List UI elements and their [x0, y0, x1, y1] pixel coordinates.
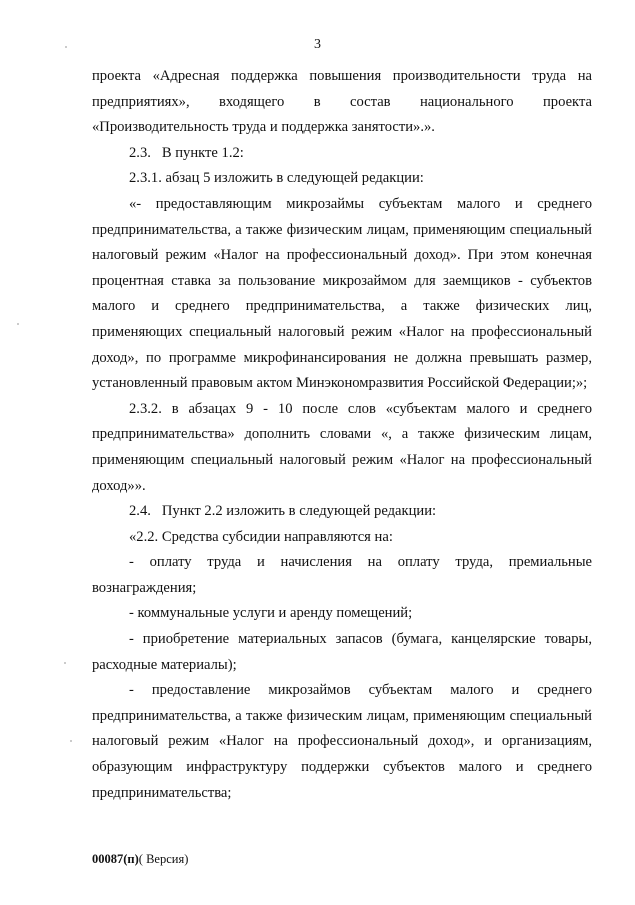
- list-item-microloans: - предоставление микрозаймов субъектам малого и среднего предпринимательства, а также физическим лицам, применяющим специальный налоговый режим «Налог на профессиональный доход», и организациям, образующим инфраструктуру поддержки субъектов малого и среднего предпринимательства;: [92, 682, 592, 801]
- list-item-utilities: - коммунальные услуги и аренду помещений;: [129, 605, 413, 622]
- scan-speck: [65, 46, 67, 48]
- paragraph-2-3: 2.3. В пункте 1.2:: [129, 144, 244, 161]
- paragraph-2-4: 2.4. Пункт 2.2 изложить в следующей редакции:: [129, 503, 437, 520]
- paragraph-continuation: проекта «Адресная поддержка повышения производительности труда на предприятиях», входящего в состав национального проекта «Производительность труда и поддержка занятости».».: [92, 68, 592, 136]
- paragraph-quoted-amendment: «- предоставляющим микрозаймы субъектам малого и среднего предпринимательства, а также физическим лицам, применяющим специальный налоговый режим «Налог на профессиональный доход». При этом конечная процентная ставка за пользование микрозаймом для заемщиков - субъектов малого и среднего предпринимательства, а также физических лиц, применяющих специальный налоговый режим «Налог на профессиональный доход», по программе микрофинансирования не должна превышать размер, установленный правовым актом Минэкономразвития Российской Федерации;»;: [92, 195, 592, 392]
- document-footer: [92, 852, 188, 867]
- scan-speck: [17, 323, 19, 325]
- list-item-labor: - оплату труда и начисления на оплату труда, премиальные вознаграждения;: [92, 554, 592, 596]
- scan-speck: [64, 662, 66, 664]
- paragraph-2-2: «2.2. Средства субсидии направляются на:: [129, 528, 393, 545]
- page-number: 3: [314, 37, 321, 52]
- footer-version: ( Версия): [138, 852, 189, 866]
- document-body: [92, 64, 592, 806]
- paragraph-2-3-2: 2.3.2. в абзацах 9 - 10 после слов «субъектам малого и среднего предпринимательства» дополнить словами «, а также физическим лицам, применяющим специальный налоговый режим «Налог на профессиональный доход»».: [92, 400, 592, 494]
- scan-speck: [70, 740, 72, 742]
- footer-doc-code: 00087(п): [92, 852, 139, 866]
- paragraph-2-3-1: 2.3.1. абзац 5 изложить в следующей редакции:: [129, 170, 424, 187]
- list-item-materials: - приобретение материальных запасов (бумага, канцелярские товары, расходные материалы);: [92, 631, 592, 673]
